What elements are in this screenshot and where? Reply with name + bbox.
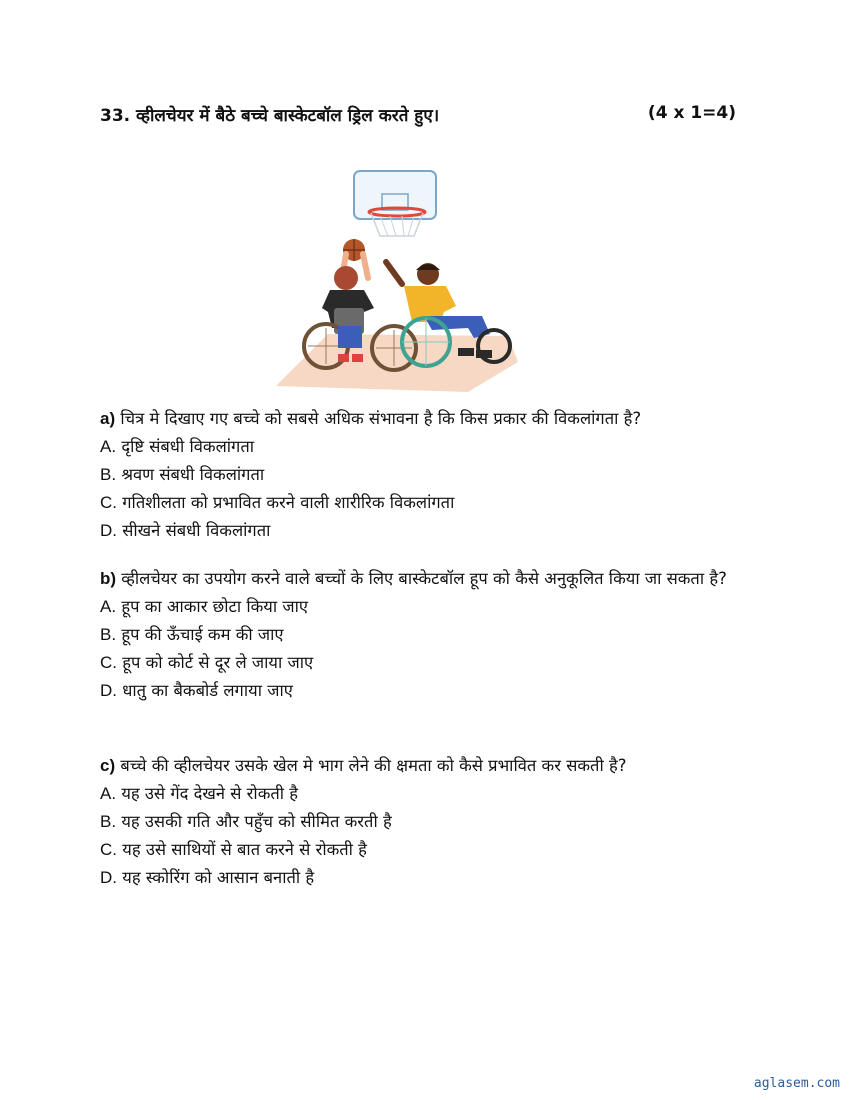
part-question-text: व्हीलचेयर का उपयोग करने वाले बच्चों के लिए बास्केटबॉल हूप को कैसे अनुकूलित किया जा सकता है?	[121, 569, 727, 588]
option-c	[100, 836, 750, 864]
option-text: धातु का बैकबोर्ड लगाया जाए	[122, 681, 293, 700]
question-header	[100, 103, 740, 129]
option-list	[100, 593, 750, 705]
option-text: सीखने संबधी विकलांगता	[122, 521, 271, 540]
part-question-text: चित्र मे दिखाए गए बच्चे को सबसे अधिक संभावना है कि किस प्रकार की विकलांगता है?	[120, 409, 642, 428]
option-text: हूप को कोर्ट से दूर ले जाया जाए	[122, 653, 314, 672]
footer-watermark: aglasem.com	[753, 1076, 840, 1091]
option-text: हूप का आकार छोटा किया जाए	[121, 597, 309, 616]
option-letter: D.	[100, 681, 117, 700]
option-a	[100, 780, 750, 808]
part-label: c)	[100, 756, 116, 775]
option-c	[100, 489, 750, 517]
option-a	[100, 593, 750, 621]
option-list	[100, 780, 750, 892]
option-b	[100, 621, 750, 649]
option-text: गतिशीलता को प्रभावित करने वाली शारीरिक विकलांगता	[122, 493, 455, 512]
wheelchair-basketball-illustration	[268, 166, 524, 398]
option-letter: C.	[100, 653, 117, 672]
option-text: यह उसे साथियों से बात करने से रोकती है	[122, 840, 367, 859]
option-b	[100, 461, 750, 489]
option-d	[100, 864, 750, 892]
option-letter: B.	[100, 812, 117, 831]
part-label: b)	[100, 569, 117, 588]
option-letter: A.	[100, 784, 117, 803]
option-letter: A.	[100, 437, 117, 456]
question-title: 33. व्हीलचेयर में बैठे बच्चे बास्केटबॉल ड्रिल करते हुए।	[100, 106, 440, 126]
option-text: यह स्कोरिंग को आसान बनाती है	[122, 868, 315, 887]
part-question	[100, 405, 750, 433]
option-text: हूप की ऊँचाई कम की जाए	[121, 625, 284, 644]
option-letter: B.	[100, 465, 117, 484]
option-text: दृष्टि संबधी विकलांगता	[121, 437, 255, 456]
option-letter: D.	[100, 521, 117, 540]
option-d	[100, 517, 750, 545]
question-part-b	[100, 565, 750, 705]
option-letter: D.	[100, 868, 117, 887]
part-question	[100, 565, 750, 593]
part-label: a)	[100, 409, 116, 428]
option-text: यह उसकी गति और पहुँच को सीमित करती है	[121, 812, 392, 831]
option-letter: C.	[100, 493, 117, 512]
option-text: श्रवण संबधी विकलांगता	[121, 465, 265, 484]
option-a	[100, 433, 750, 461]
option-text: यह उसे गेंद देखने से रोकती है	[121, 784, 299, 803]
option-list	[100, 433, 750, 545]
question-marks: (4 x 1=4)	[647, 103, 736, 123]
option-letter: B.	[100, 625, 117, 644]
option-b	[100, 808, 750, 836]
part-question	[100, 752, 750, 780]
option-d	[100, 677, 750, 705]
option-c	[100, 649, 750, 677]
option-letter: C.	[100, 840, 117, 859]
question-part-c	[100, 752, 750, 892]
question-part-a	[100, 405, 750, 545]
option-letter: A.	[100, 597, 117, 616]
part-question-text: बच्चे की व्हीलचेयर उसके खेल मे भाग लेने की क्षमता को कैसे प्रभावित कर सकती है?	[120, 756, 627, 775]
